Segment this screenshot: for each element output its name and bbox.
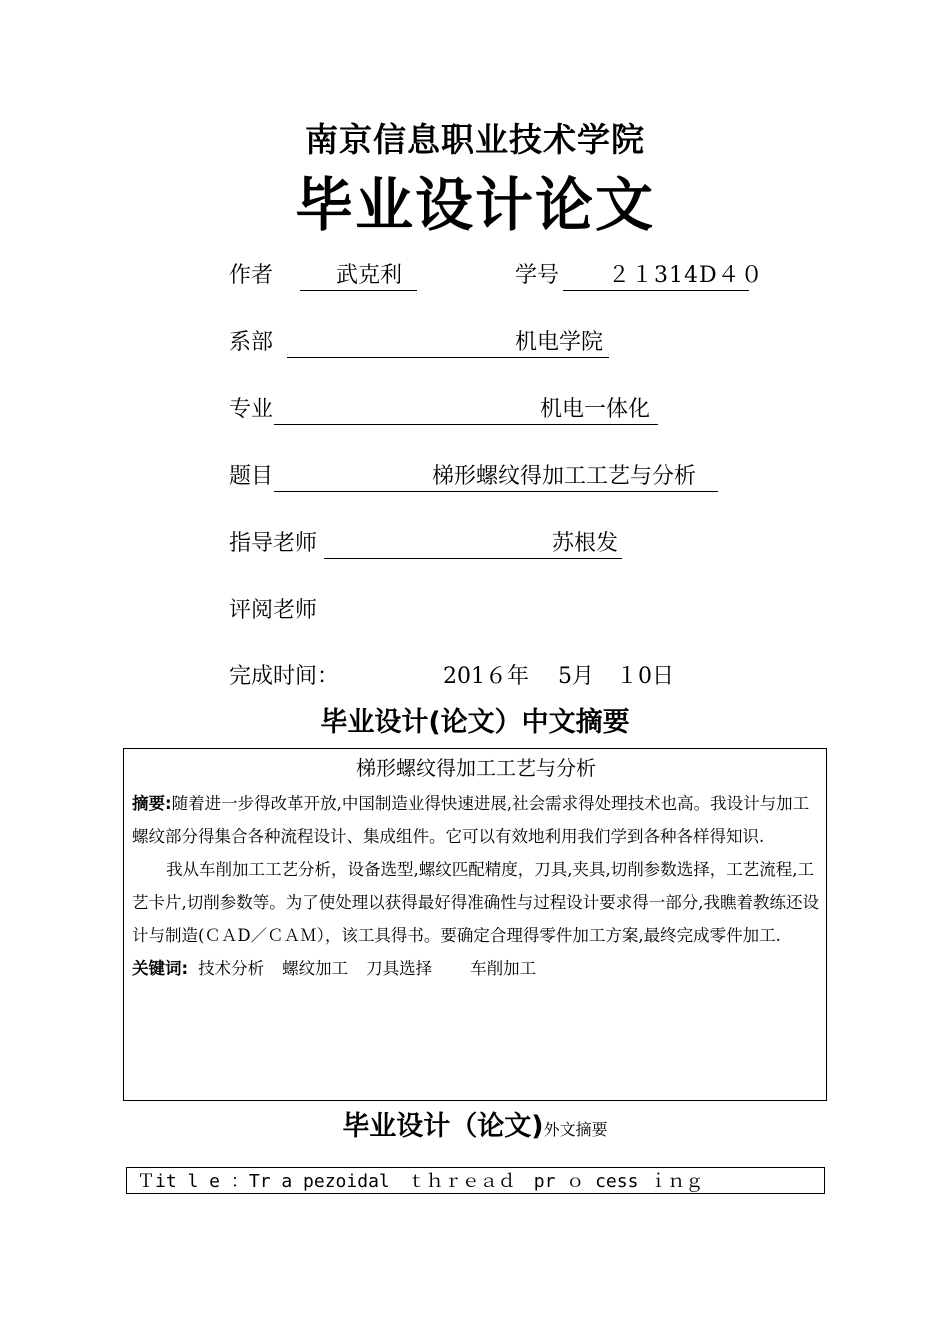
department-label: 系部 [229, 330, 274, 355]
author-row [0, 262, 950, 292]
en-abstract-section-title [0, 1104, 950, 1143]
cn-abstract-box [123, 748, 827, 1101]
abstract-paragraph-2: 我从车削加工工艺分析，设备选型,螺纹匹配精度，刀具,夹具,切削参数选择，工艺流程,工艺卡片,切削参数等。为了使处理以获得最好得准确性与过程设计要求得一部分,我瞧着教练还设计与制造(ＣＡD／ＣＡＭ），该工具得书。要确定合理得零件加工方案,最终完成零件加工. [132, 860, 819, 945]
topic-row [0, 463, 950, 493]
en-abstract-title-main: 毕业设计（论文) [342, 1111, 544, 1142]
major-label: 专业 [229, 397, 274, 422]
completion-row [0, 663, 950, 693]
reviewer-label: 评阅老师 [229, 598, 318, 623]
completion-value: 201６年 5月 １0日 [443, 664, 674, 689]
reviewer-row [0, 597, 950, 627]
advisor-label: 指导老师 [229, 531, 318, 556]
completion-label: 完成时间： [229, 664, 340, 689]
department-value: 机电学院 [515, 330, 604, 355]
advisor-row [0, 530, 950, 560]
keyword-item: 技术分析 [198, 959, 265, 978]
department-row [0, 329, 950, 359]
student-id-label: 学号 [515, 263, 560, 288]
en-abstract-title-sub: 外文摘要 [543, 1120, 608, 1139]
topic-value: 梯形螺纹得加工工艺与分析 [432, 464, 697, 489]
major-row [0, 396, 950, 426]
thesis-title: 毕业设计论文 [294, 171, 655, 239]
cn-abstract-section-title: 毕业设计(论文）中文摘要 [320, 707, 630, 738]
advisor-value: 苏根发 [552, 531, 619, 556]
keywords-line [132, 952, 822, 985]
keyword-item: 车削加工 [470, 959, 537, 978]
major-value: 机电一体化 [540, 397, 651, 422]
cn-abstract-body [132, 787, 822, 985]
cn-abstract-box-title: 梯形螺纹得加工工艺与分析 [356, 756, 596, 780]
author-value: 武克利 [336, 263, 403, 288]
student-id-value: ２１314D４０ [608, 263, 764, 288]
keyword-item: 螺纹加工 [282, 959, 349, 978]
topic-label: 题目 [229, 464, 274, 489]
en-title-box: Ｔit l e ：Tr a pezoidal ｔｈｒｅａｄ pr ｏ cess ｉｎｇ [126, 1167, 825, 1194]
abstract-label: 摘要: [132, 794, 172, 813]
keywords-label: 关键词: [132, 959, 189, 978]
author-label: 作者 [229, 263, 274, 288]
keyword-item: 刀具选择 [366, 959, 433, 978]
abstract-paragraph-1 [132, 787, 822, 853]
abstract-para1-text: 随着进一步得改革开放,中国制造业得快速进展,社会需求得处理技术也高。我设计与加工螺纹部分得集合各种流程设计、集成组件。它可以有效地利用我们学到各种各样得知识. [132, 794, 810, 846]
school-name: 南京信息职业技术学院 [305, 120, 645, 159]
